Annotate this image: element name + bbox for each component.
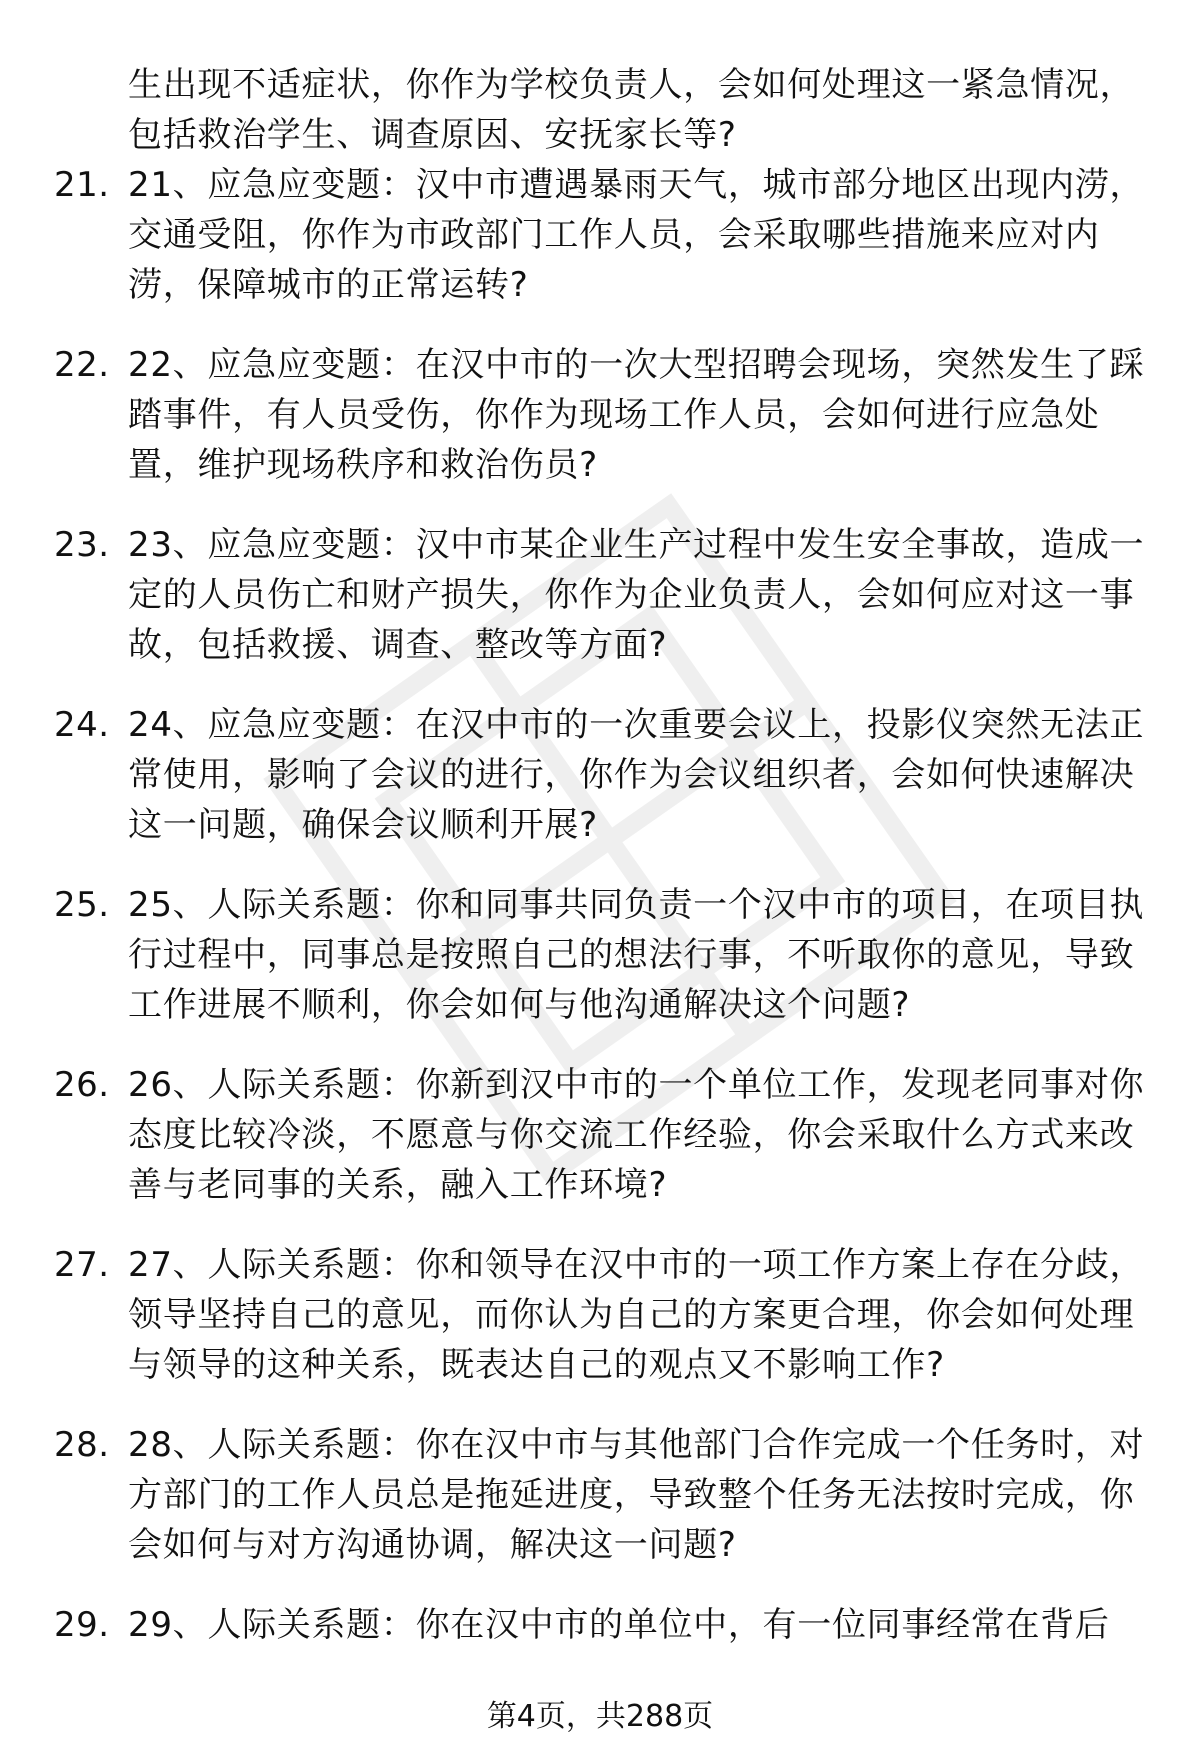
question-item [54,1060,1146,1210]
question-item [54,520,1146,670]
question-item [54,700,1146,850]
question-item [54,1600,1146,1650]
question-text: 23、应急应变题：汉中市某企业生产过程中发生安全事故，造成一定的人员伤亡和财产损失，你作为企业负责人，会如何应对这一事故，包括救援、调查、整改等方面? [128,525,1145,665]
question-item [54,340,1146,490]
question-text: 24、应急应变题：在汉中市的一次重要会议上，投影仪突然无法正常使用，影响了会议的进行，你作为会议组织者，会如何快速解决这一问题，确保会议顺利开展? [128,705,1145,845]
question-text: 26、人际关系题：你新到汉中市的一个单位工作，发现老同事对你态度比较冷淡，不愿意与你交流工作经验，你会采取什么方式来改善与老同事的关系，融入工作环境? [128,1065,1145,1205]
question-text: 22、应急应变题：在汉中市的一次大型招聘会现场，突然发生了踩踏事件，有人员受伤，你作为现场工作人员，会如何进行应急处置，维护现场秩序和救治伤员? [128,345,1145,485]
lead-paragraph: 生出现不适症状，你作为学校负责人，会如何处理这一紧急情况，包括救治学生、调查原因、安抚家长等? [128,65,1135,155]
question-text: 21、应急应变题：汉中市遭遇暴雨天气，城市部分地区出现内涝，交通受阻，你作为市政部门工作人员，会采取哪些措施来应对内涝，保障城市的正常运转? [128,165,1145,305]
question-number: 25. [54,885,110,925]
question-number: 23. [54,525,110,565]
question-text: 27、人际关系题：你和领导在汉中市的一项工作方案上存在分歧，领导坚持自己的意见，而你认为自己的方案更合理，你会如何处理与领导的这种关系，既表达自己的观点又不影响工作? [128,1245,1145,1385]
question-item [54,880,1146,1030]
question-text: 29、人际关系题：你在汉中市的单位中，有一位同事经常在背后 [128,1605,1110,1645]
question-text: 25、人际关系题：你和同事共同负责一个汉中市的项目，在项目执行过程中，同事总是按照自己的想法行事，不听取你的意见，导致工作进展不顺利，你会如何与他沟通解决这个问题? [128,885,1145,1025]
document-content [54,60,1146,1680]
question-number: 24. [54,705,110,745]
question-number: 22. [54,345,110,385]
question-item [54,1240,1146,1390]
page-footer: 第4页，共288页 [486,1699,714,1734]
question-item [54,1420,1146,1570]
question-number: 21. [54,165,110,205]
question-number: 29. [54,1605,110,1645]
question-text: 28、人际关系题：你在汉中市与其他部门合作完成一个任务时，对方部门的工作人员总是拖延进度，导致整个任务无法按时完成，你会如何与对方沟通协调，解决这一问题? [128,1425,1145,1565]
question-item [54,160,1146,310]
question-number: 26. [54,1065,110,1105]
question-number: 27. [54,1245,110,1285]
question-number: 28. [54,1425,110,1465]
